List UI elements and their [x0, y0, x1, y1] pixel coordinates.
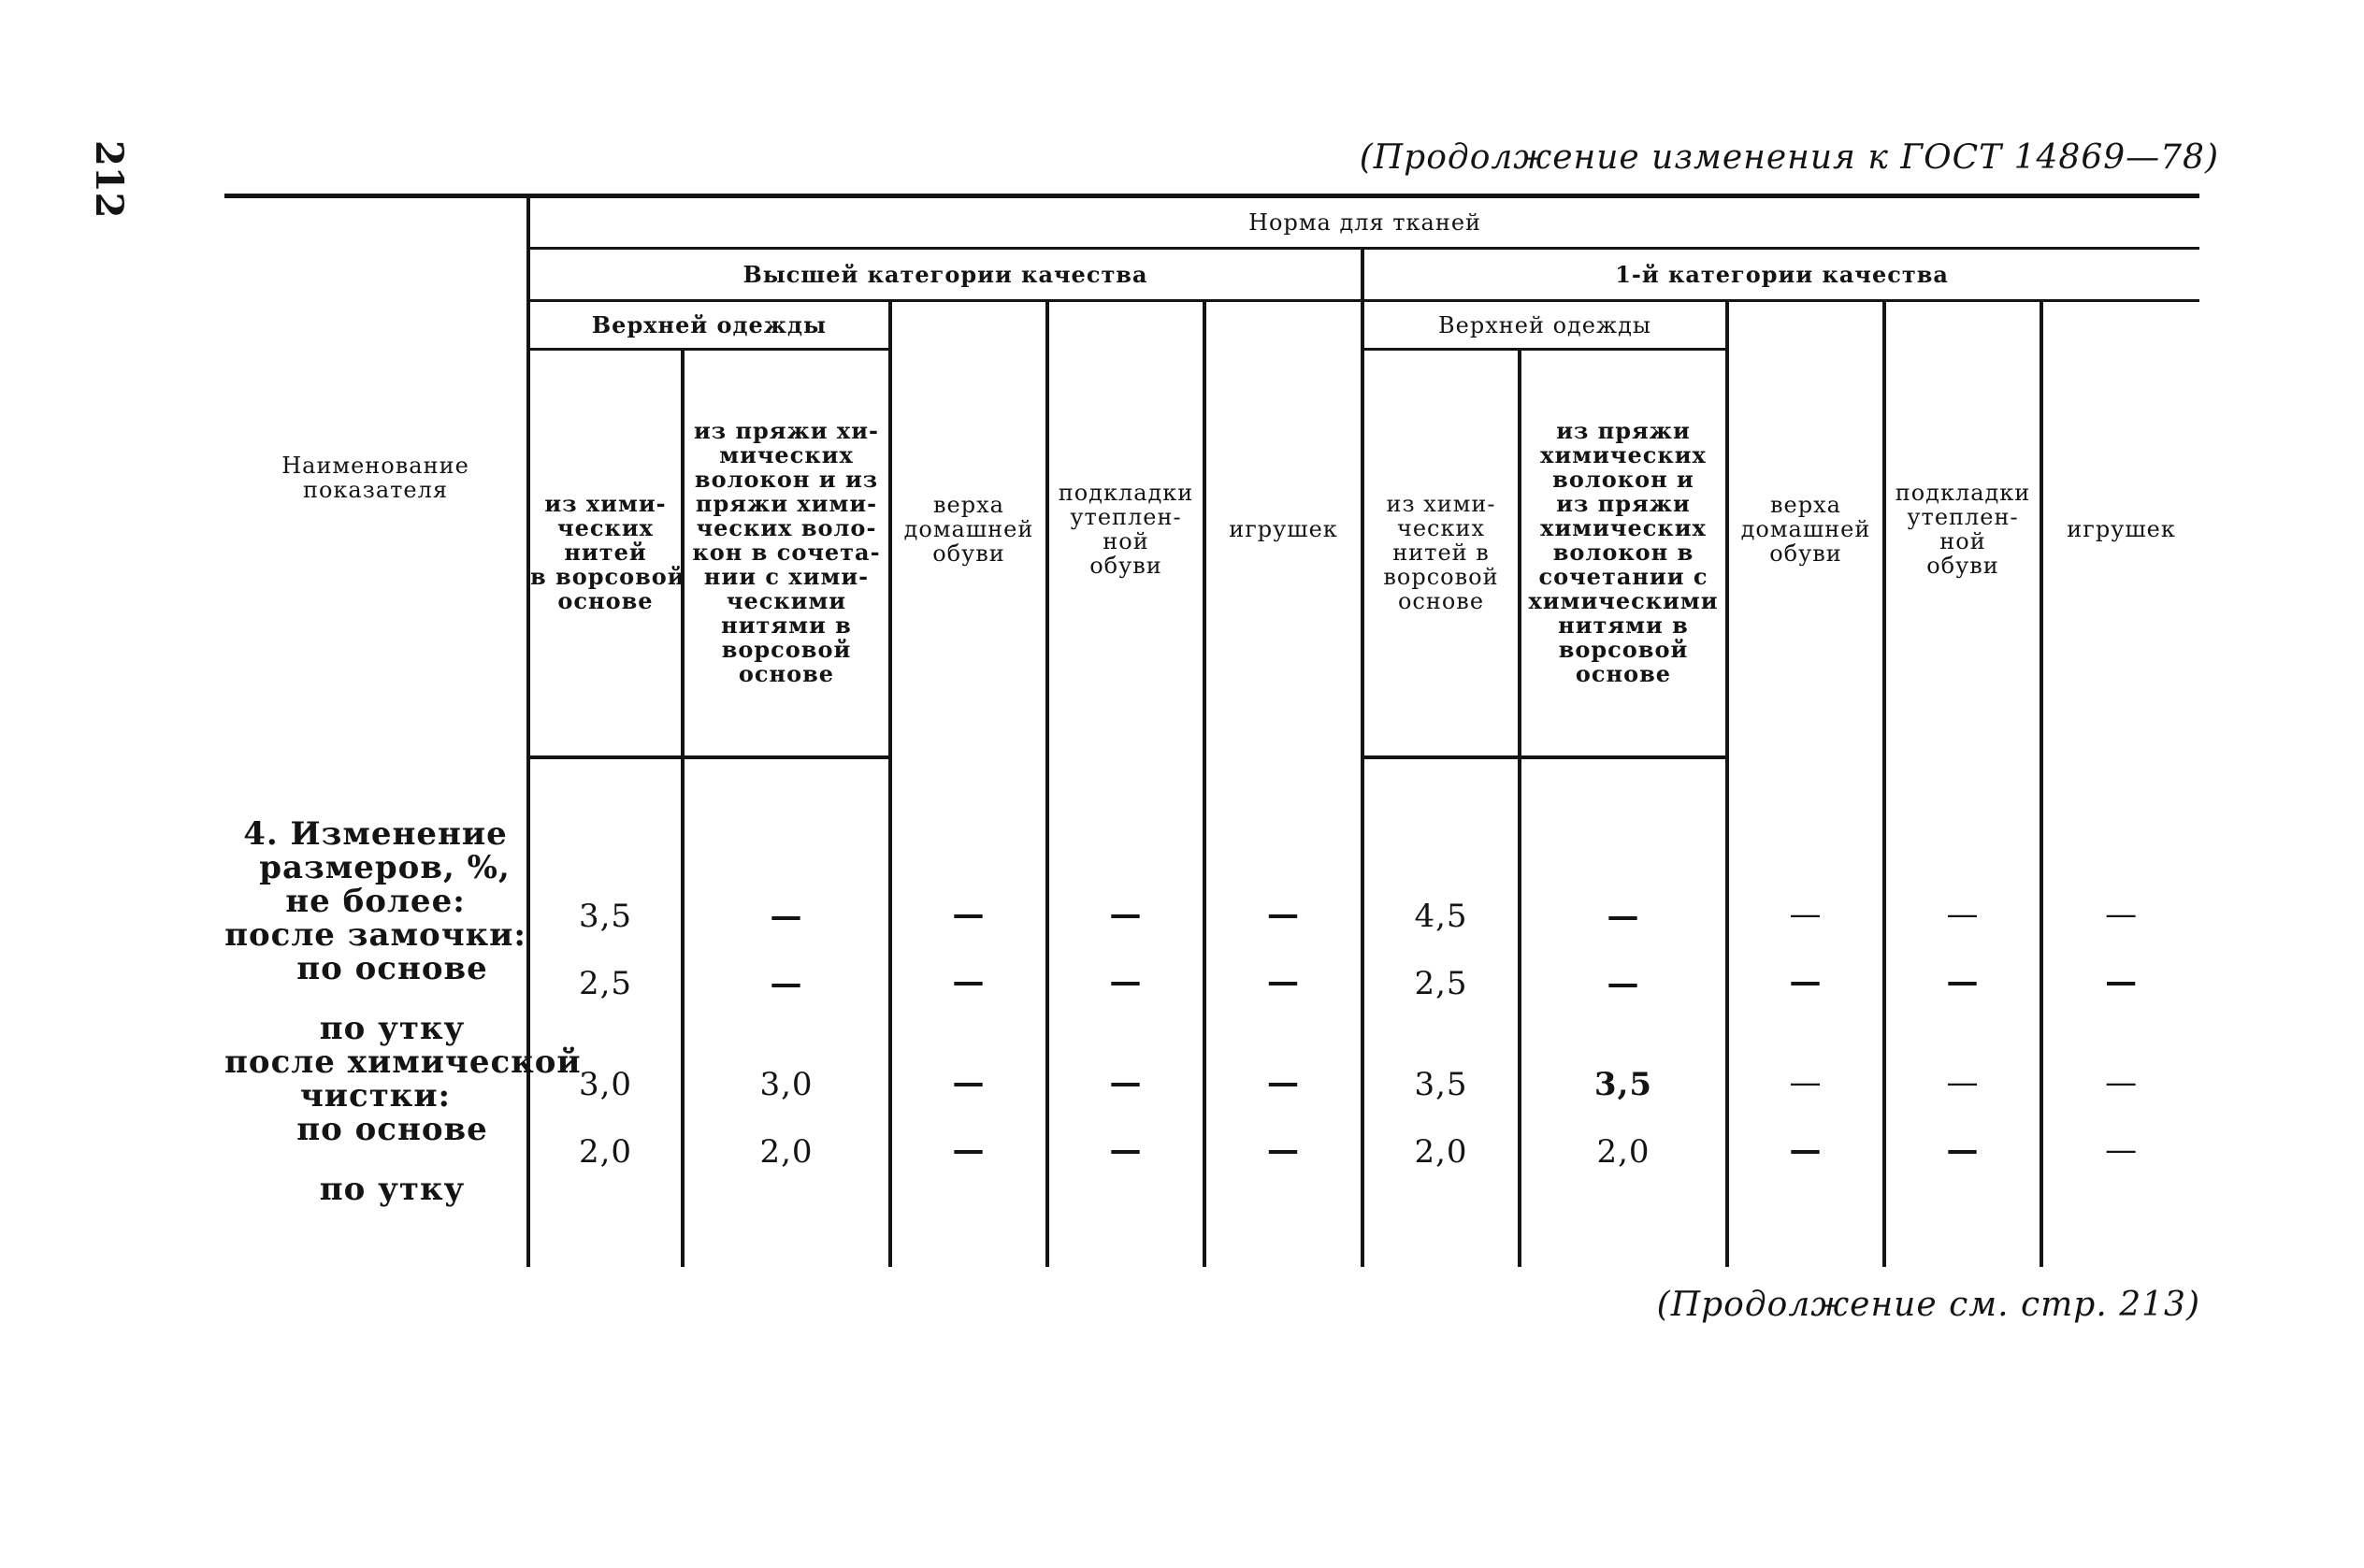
value-cell: —: [2105, 895, 2139, 933]
value-cell: 3,0: [578, 1065, 633, 1103]
col-toys-first: игрушек: [2041, 301, 2199, 757]
value-cell: —: [1607, 897, 1640, 935]
outer-wear-first-header: Верхней одежды: [1362, 301, 1727, 350]
value-cell: —: [1109, 962, 1143, 1000]
value-cell: 2,0: [1414, 1132, 1468, 1171]
values-col-10: [2041, 757, 2199, 1267]
values-col-3: [890, 757, 1047, 1267]
value-cell: —: [952, 1130, 986, 1169]
value-cell: —: [1946, 1130, 1980, 1169]
value-cell: 3,5: [1593, 1065, 1653, 1103]
value-cell: —: [1789, 895, 1823, 933]
col-chemical-threads-first: из хими- ческих нитей в ворсовой основе: [1362, 350, 1520, 757]
value-cell: —: [1789, 962, 1823, 1000]
value-cell: —: [1267, 962, 1300, 1000]
footer-continuation: (Продолжение см. стр. 213): [1656, 1286, 2200, 1324]
group-first-quality: 1-й категории качества: [1362, 249, 2199, 301]
values-col-4: [1047, 757, 1204, 1267]
value-cell: —: [952, 895, 986, 933]
norms-table: [224, 194, 2199, 1267]
value-cell: —: [1267, 1063, 1300, 1101]
value-cell: 2,0: [578, 1132, 633, 1171]
values-col-7: [1520, 757, 1727, 1267]
col-warm-shoes-lining-first: подкладки утеплен- ной обуви: [1884, 301, 2041, 757]
value-cell: 4,5: [1414, 897, 1468, 935]
value-cell: —: [770, 897, 803, 935]
value-cell: —: [1946, 1063, 1980, 1101]
col-house-shoes-upper-first: верха домашней обуви: [1727, 301, 1884, 757]
value-cell: 3,5: [578, 897, 633, 935]
value-cell: —: [2105, 1130, 2139, 1169]
indicator-size-change: 4. Изменение размеров, %, не более: после замочки: по основе по утку после химической чистки: по основе по утку: [224, 815, 582, 1208]
values-col-6: [1362, 757, 1520, 1267]
col-chemical-threads-high: из хими- ческих нитей в ворсовой основе: [528, 350, 683, 757]
values-col-5: [1204, 757, 1362, 1267]
value-cell: —: [1789, 1130, 1823, 1169]
value-cell: —: [1109, 1063, 1143, 1101]
page-number: 212: [87, 140, 131, 219]
value-cell: —: [2105, 1063, 2139, 1101]
values-col-8: [1727, 757, 1884, 1267]
value-cell: —: [1607, 964, 1640, 1002]
value-cell: —: [1267, 895, 1300, 933]
header-continuation: (Продолжение изменения к ГОСТ 14869—78): [1359, 138, 2219, 177]
value-cell: —: [1109, 895, 1143, 933]
col-chemical-yarn-first: из пряжи химических волокон и из пряжи химических волокон в сочетании с химическими нитями в ворсовой основе: [1520, 350, 1727, 757]
col-house-shoes-upper-high: верха домашней обуви: [890, 301, 1047, 757]
value-cell: —: [952, 1063, 986, 1101]
outer-wear-high-header: Верхней одежды: [528, 301, 890, 350]
values-col-9: [1884, 757, 2041, 1267]
value-cell: —: [952, 962, 986, 1000]
value-cell: 2,5: [578, 964, 633, 1002]
value-cell: —: [1946, 895, 1980, 933]
col-chemical-yarn-high: из пряжи хи- мических волокон и из пряжи хими- ческих воло- кон в сочета- нии с хими- ческими нитями в ворсовой основе: [683, 350, 890, 757]
value-cell: —: [1946, 962, 1980, 1000]
value-cell: 2,5: [1414, 964, 1468, 1002]
norm-header: Норма для тканей: [528, 196, 2199, 249]
value-cell: —: [1267, 1130, 1300, 1169]
indicator-name-header: Наименование показателя: [224, 196, 528, 757]
value-cell: 2,0: [1596, 1132, 1650, 1171]
value-cell: —: [770, 964, 803, 1002]
values-col-2: [683, 757, 890, 1267]
value-cell: 3,0: [759, 1065, 814, 1103]
col-toys-high: игрушек: [1204, 301, 1362, 757]
value-cell: —: [1789, 1063, 1823, 1101]
group-high-quality: Высшей категории качества: [528, 249, 1362, 301]
value-cell: 2,0: [759, 1132, 814, 1171]
col-warm-shoes-lining-high: подкладки утеплен- ной обуви: [1047, 301, 1204, 757]
value-cell: 3,5: [1414, 1065, 1468, 1103]
value-cell: —: [2105, 962, 2139, 1000]
value-cell: —: [1109, 1130, 1143, 1169]
values-col-1: [528, 757, 683, 1267]
